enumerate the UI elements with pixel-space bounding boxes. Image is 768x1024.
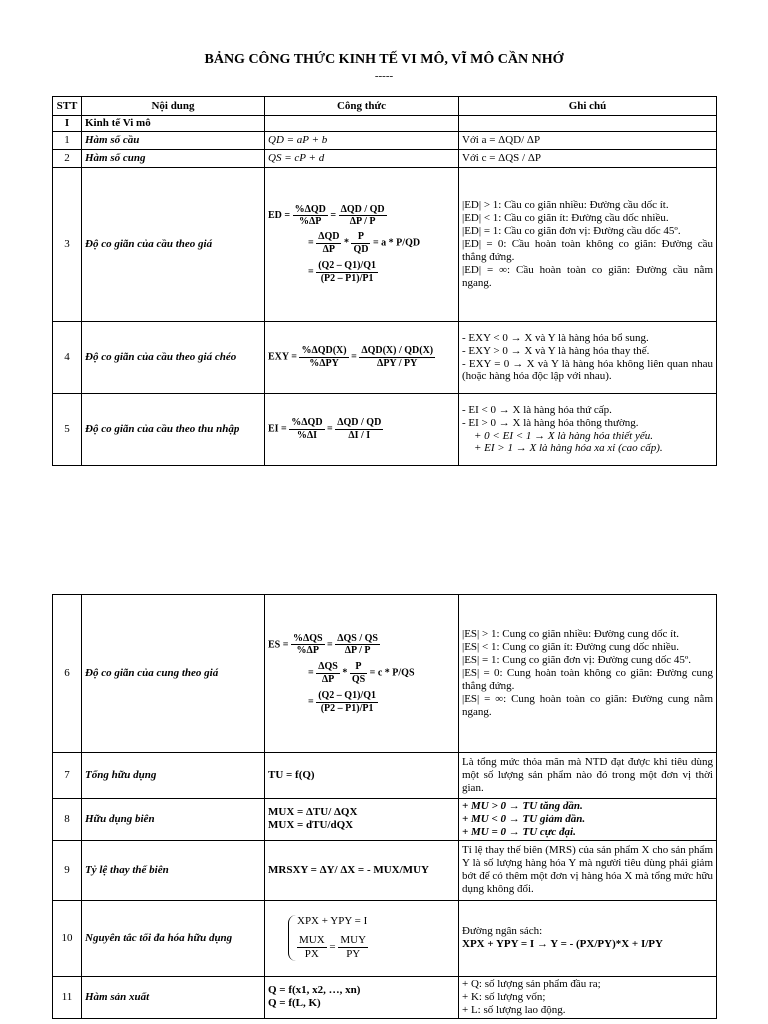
table-row [53,595,717,753]
table-row [53,799,717,841]
row-name: Tổng hữu dụng [82,753,265,799]
row-formula: MRSXY = ΔY/ ΔX = - MUX/MUY [265,840,459,900]
row-formula: TU = f(Q) [265,753,459,799]
row-formula: QD = aP + b [265,132,459,150]
row-note: |ED| > 1: Cầu co giãn nhiều: Đường cầu dốc ít. |ED| < 1: Cầu co giãn ít: Đường cầu dốc nhiều. |ED| = 1: Cầu co giãn đơn vị: Đường cầu dốc 45º. |ED| = 0: Cầu hoàn toàn không co giãn: Đường cầu thẳng đứng. |ED| = ∞: Cầu hoàn toàn co giãn: Đường cầu nằm ngang. [459,168,717,322]
table-header-row [53,97,717,116]
row-note: Đường ngân sách: XPX + YPY = I → Y = - (PX/PY)*X + I/PY [459,900,717,976]
formula-table-part-2 [52,594,717,1019]
table-row [53,840,717,900]
row-number: 8 [53,799,82,841]
row-number: 10 [53,900,82,976]
header-formula: Công thức [265,97,459,116]
row-formula: XPX + YPY = I $\frac{\text{MUX}}{PX}$ = $\frac{\text{MUY}}{PY}$ [265,900,459,976]
table-row [53,753,717,799]
table-row [53,900,717,976]
row-name: Nguyên tắc tối đa hóa hữu dụng [82,900,265,976]
row-note: - EXY < 0 → X và Y là hàng hóa bổ sung. - EXY > 0 → X và Y là hàng hóa thay thế. - EXY = 0 → X và Y là hàng hóa không liên quan nhau (hoặc hàng hóa độc lập với nhau). [459,322,717,394]
row-name: Hữu dụng biên [82,799,265,841]
header-stt: STT [53,97,82,116]
row-name: Tỷ lệ thay thế biên [82,840,265,900]
row-formula: Q = f(x1, x2, …, xn) Q = f(L, K) [265,976,459,1018]
row-number: 7 [53,753,82,799]
row-number: 5 [53,394,82,466]
header-content: Nội dung [82,97,265,116]
section-label: Kinh tế Vi mô [82,116,265,132]
row-number: 9 [53,840,82,900]
table-row [53,394,717,466]
row-formula: ED = $\frac{\text{\%ΔQD}}{\%\Delta P}$ = $\frac{\text{ΔQD / QD}}{\Delta P / P}$ = $\frac{\text{ΔQD}}{\Delta P}$ * $\frac{P}{QD}$ = a * P/QD = $\frac{(Q2 - Q1)/Q1}{(P2 - P1)/P1}$ [265,168,459,322]
row-note: Là tổng mức thỏa mãn mà NTD đạt được khi tiêu dùng một số lượng sản phẩm nào đó trong một đơn vị thời gian. [459,753,717,799]
row-formula: EI = $\frac{\text{\%ΔQD}}{\%\Delta I}$ = $\frac{\text{ΔQD / QD}}{\Delta I / I}$ [265,394,459,466]
row-name: Hàm số cung [82,150,265,168]
row-name: Hàm số cầu [82,132,265,150]
row-note: Tỉ lệ thay thế biên (MRS) của sản phẩm X cho sản phẩm Y là số lượng hàng hóa Y mà người tiêu dùng phải giảm bớt để có thêm một đơn vị hàng hóa X mà tổng mức hữu dụng không đổi. [459,840,717,900]
document-title: BẢNG CÔNG THỨC KINH TẾ VI MÔ, VĨ MÔ CẦN NHỚ [204,52,564,67]
row-name: Độ co giãn của cầu theo giá chéo [82,322,265,394]
table-row [53,150,717,168]
header-note: Ghi chú [459,97,717,116]
row-name: Độ co giãn của cầu theo giá [82,168,265,322]
row-number: 3 [53,168,82,322]
row-name: Hàm sản xuất [82,976,265,1018]
row-name: Độ co giãn của cầu theo thu nhập [82,394,265,466]
row-formula: EXY = $\frac{\text{\%ΔQD(X)}}{\text{\%ΔPY}}$ = $\frac{\text{ΔQD(X) / QD(X)}}{\text{ΔPY / PY}}$ [265,322,459,394]
formula-table-part-1 [52,96,717,466]
table-row [53,322,717,394]
table-row [53,168,717,322]
table-row [53,976,717,1018]
section-row [53,116,717,132]
title-separator: ----- [374,70,394,82]
row-note: - EI < 0 → X là hàng hóa thứ cấp. - EI > 0 → X là hàng hóa thông thường. + 0 < EI < 1 → X là hàng hóa thiết yếu. + EI > 1 → X là hàng hóa xa xỉ (cao cấp). [459,394,717,466]
row-number: 2 [53,150,82,168]
section-number: I [53,116,82,132]
row-note: Với c = ΔQS / ΔP [459,150,717,168]
row-formula: QS = cP + d [265,150,459,168]
row-note: Với a = ΔQD/ ΔP [459,132,717,150]
row-number: 6 [53,595,82,753]
row-number: 11 [53,976,82,1018]
row-formula: MUX = ΔTU/ ΔQX MUX = dTU/dQX [265,799,459,841]
row-note: + MU > 0 → TU tăng dần. + MU < 0 → TU giảm dần. + MU = 0 → TU cực đại. [459,799,717,841]
row-formula: ES = $\frac{\text{\%ΔQS}}{\%\Delta P}$ = $\frac{\text{ΔQS / QS}}{\Delta P / P}$ = $\frac{\text{ΔQS}}{\Delta P}$ * $\frac{P}{QS}$ = c * P/QS = $\frac{(Q2 - Q1)/Q1}{(P2 - P1)/P1}$ [265,595,459,753]
table-row [53,132,717,150]
row-number: 1 [53,132,82,150]
row-name: Độ co giãn của cung theo giá [82,595,265,753]
row-note: + Q: số lượng sản phẩm đầu ra; + K: số lượng vốn; + L: số lượng lao động. [459,976,717,1018]
row-note: |ES| > 1: Cung co giãn nhiều: Đường cung dốc ít. |ES| < 1: Cung co giãn ít: Đường cung dốc nhiều. |ES| = 1: Cung co giãn đơn vị: Đường cung dốc 45º. |ES| = 0: Cung hoàn toàn không co giãn: Đường cung thẳng đứng. |ES| = ∞: Cung hoàn toàn co giãn: Đường cung nằm ngang. [459,595,717,753]
row-number: 4 [53,322,82,394]
